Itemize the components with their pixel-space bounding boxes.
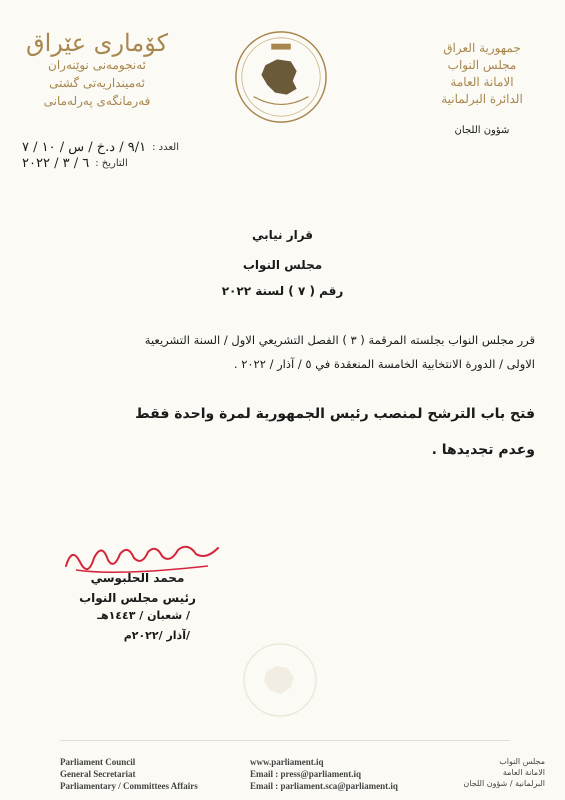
- header-arabic-line-2: مجلس النواب: [447, 58, 517, 72]
- header-kurdish-block: [22, 30, 172, 110]
- header-department: شؤون اللجان: [454, 125, 510, 136]
- header-arabic-block: [417, 40, 547, 139]
- header-kurdish-line-2: ئەنجومەنی نوێنەران: [48, 58, 146, 72]
- decision-text-line-2: وعدم تجديدها .: [431, 442, 535, 458]
- footer-ar-line-1: مجلس النواب: [499, 757, 545, 766]
- signatory-title: رئيس مجلس النواب: [79, 591, 196, 605]
- header-kurdish-line-4: فەرمانگەی پەرلەمانی: [43, 94, 151, 108]
- watermark-emblem-icon: [240, 640, 320, 720]
- body-paragraph-line-2: الاولى / الدورة الانتخابية الخامسة المنعقدة في ٥ / آذار / ٢٠٢٢ .: [233, 357, 535, 371]
- signature-block: [50, 568, 225, 608]
- header-kurdish-line-1: كۆماری عێراق: [25, 29, 169, 57]
- footer-contact-block: [250, 756, 420, 792]
- date-value: ٦ / ٣ / ٢٠٢٢: [22, 156, 90, 171]
- body-paragraph-line-1: قرر مجلس النواب بجلسته المرقمة ( ٣ ) الفصل التشريعي الاول / السنة التشريعية: [144, 333, 535, 347]
- footer-email-sca[interactable]: Email : parliament.sca@parliament.iq: [250, 781, 398, 791]
- footer-en-line-1: Parliament Council: [60, 757, 136, 767]
- footer-divider: [60, 740, 510, 741]
- hijri-date: / شعبان / ١٤٤٣هـ: [97, 609, 190, 622]
- footer-ar-line-2: الامانة العامة: [502, 768, 545, 777]
- decision-heading: قرار نيابي: [251, 228, 314, 242]
- footer-english-block: [60, 756, 210, 792]
- gregorian-date: /آذار /٢٠٢٢م: [123, 629, 190, 642]
- decision-number: رقم ( ٧ ) لسنة ٢٠٢٢: [221, 284, 344, 298]
- footer-en-line-3: Parliamentary / Committees Affairs: [60, 781, 198, 791]
- date-label: التاريخ :: [95, 158, 128, 169]
- signature-dates: [60, 606, 190, 646]
- footer-website[interactable]: www.parliament.iq: [250, 757, 324, 767]
- header-kurdish-line-3: ئەمینداریەتی گشتی: [49, 76, 145, 90]
- footer-email-press[interactable]: Email : press@parliament.iq: [250, 769, 361, 779]
- header-arabic-line-3: الامانة العامة: [450, 75, 514, 89]
- iraq-parliament-emblem-icon: [232, 28, 330, 126]
- ref-number-value: ٩/١ / د.خ / س / ١٠ / ٧: [22, 140, 147, 155]
- reference-block: [22, 140, 182, 172]
- signatory-name: محمد الحلبوسي: [90, 571, 185, 585]
- header-arabic-line-4: الدائرة البرلمانية: [441, 92, 523, 106]
- decision-text-line-1: فتح باب الترشح لمنصب رئيس الجمهورية لمرة واحدة فقط: [135, 406, 535, 422]
- council-heading: مجلس النواب: [242, 258, 323, 272]
- header-arabic-line-1: جمهورية العراق: [443, 41, 521, 55]
- footer-arabic-block: [425, 756, 545, 789]
- footer-ar-line-3: البرلمانية / شؤون اللجان: [463, 779, 545, 788]
- footer-en-line-2: General Secretariat: [60, 769, 136, 779]
- ref-number-label: العدد :: [152, 142, 179, 153]
